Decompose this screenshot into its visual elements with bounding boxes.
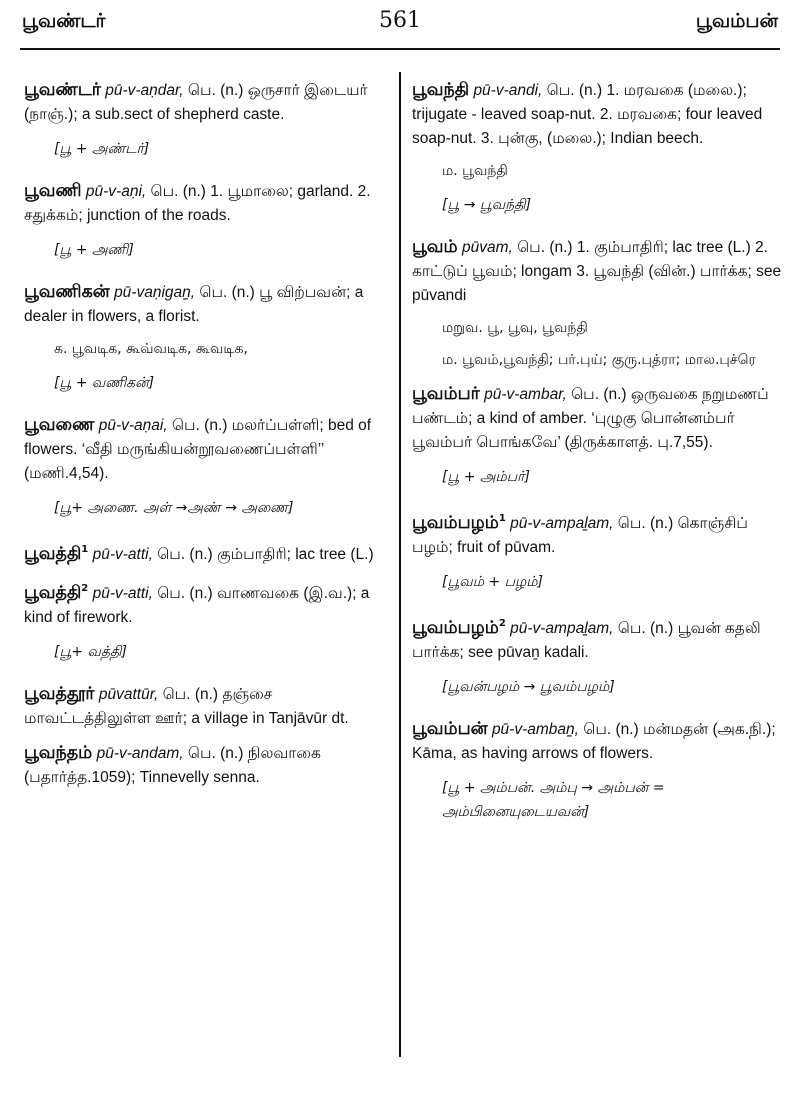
- part-of-speech: பெ. (n.): [512, 239, 577, 256]
- etymology: [பூவன்பழம் → பூவம்பழம்]: [442, 678, 615, 695]
- guide-word-right: பூவம்பன்: [695, 10, 778, 32]
- transliteration: pū-v-ampaḻam,: [510, 514, 614, 532]
- homograph-number: 2: [81, 582, 89, 594]
- part-of-speech: பெ. (n.): [195, 284, 260, 301]
- etymology: [பூ + வணிகன்]: [54, 375, 155, 391]
- part-of-speech: பெ. (n.): [152, 545, 217, 563]
- headword: பூவம்பழம்$^1$: [412, 512, 506, 533]
- entry-definition: [412, 235, 784, 308]
- etymology: [பூ + அம்பர்]: [442, 469, 530, 485]
- right-column: [412, 78, 784, 842]
- definition-text: ஒருவகை நறுமணப் பண்டம்; a kind of amber. ‘புழுகு பொன்னம்பர் பூவம்பர் பொங்கவே’ (திருக்காளத். பு.7,55).: [412, 386, 769, 451]
- definition-text: பூவன் கதலி பார்க்க; see pūvaṉ kadali.: [412, 619, 761, 661]
- etymology: [பூவம் + பழம்]: [442, 573, 544, 590]
- transliteration: pū-v-atti,: [92, 545, 153, 563]
- part-of-speech: பெ. (n.): [152, 584, 217, 602]
- left-column: [24, 78, 396, 800]
- entry-definition: [24, 538, 396, 567]
- etymology: [பூ + அணி]: [54, 242, 134, 258]
- part-of-speech: பெ. (n.): [146, 183, 211, 200]
- headword: பூவத்தி$^2$: [24, 582, 89, 603]
- transliteration: pū-v-andi,: [473, 82, 543, 99]
- homograph-number: 1: [81, 544, 89, 555]
- dictionary-entry: [412, 507, 784, 594]
- headword: பூவத்தூர்: [24, 683, 95, 704]
- definition-text: கும்பாதிரி; lac tree (L.): [216, 545, 374, 563]
- headword: பூவணை: [24, 415, 95, 435]
- transliteration: pūvattūr,: [98, 685, 159, 703]
- cognates-line: க. பூவடிக, கூவ்வடிக, கூவடிக,: [54, 341, 248, 357]
- etymology: [பூ + அண்டர்]: [54, 141, 150, 157]
- dictionary-entry: [412, 612, 784, 699]
- headword: பூவந்தம்: [24, 742, 93, 763]
- transliteration: pū-vaṇigaṉ,: [114, 284, 196, 301]
- page-number: 561: [379, 8, 421, 33]
- transliteration: pū-v-aṇdar,: [105, 82, 184, 99]
- definition-text: தஞ்சை மாவட்டத்திலுள்ள ஊர்; a village in Tanjāvūr dt.: [24, 685, 349, 727]
- cognates-line: மறுவ. பூ, பூவு, பூவந்தி: [442, 320, 588, 336]
- dictionary-entry: [412, 382, 784, 489]
- part-of-speech: பெ. (n.): [542, 82, 607, 99]
- transliteration: pū-v-atti,: [92, 584, 153, 602]
- dictionary-entry: [24, 280, 396, 395]
- dictionary-entry: [24, 577, 396, 664]
- entry-definition: [412, 507, 784, 560]
- entry-definition: [24, 78, 396, 127]
- dictionary-entry: [24, 538, 396, 567]
- etymology: [பூ+ வத்தி]: [54, 643, 127, 660]
- entry-definition: [412, 78, 784, 151]
- definition-text: கொஞ்சிப் பழம்; fruit of pūvam.: [412, 514, 748, 556]
- headword: பூவத்தி$^1$: [24, 543, 89, 564]
- definition-text: 1. மரவகை (மலை.); trijugate - leaved soap-nut. 2. மரவகை; four leaved soap-nut. 3. புன்கு, (மலை.); Indian beech.: [412, 82, 763, 147]
- entry-definition: [412, 612, 784, 665]
- running-head: [16, 4, 784, 44]
- entry-definition: [24, 179, 396, 228]
- headword: பூவம்பர்: [412, 384, 480, 404]
- headword: பூவணிகன்: [24, 282, 110, 302]
- etymology: [பூ+ அணை. அள் →அண் → அணை]: [54, 500, 294, 516]
- dictionary-entry: [412, 78, 784, 217]
- definition-text: ஒருசார் இடையர் (நாஞ்.); a sub.sect of shepherd caste.: [24, 82, 368, 123]
- homograph-number: 1: [498, 513, 506, 524]
- transliteration: pū-v-ambaṉ,: [491, 720, 579, 738]
- dictionary-entry: [24, 413, 396, 520]
- part-of-speech: பெ. (n.): [578, 720, 644, 738]
- part-of-speech: பெ. (n.): [613, 514, 678, 532]
- transliteration: pūvam,: [461, 239, 513, 256]
- definition-text: பூ விற்பவன்; a dealer in flowers, a florist.: [24, 284, 364, 325]
- etymology: [பூ → பூவந்தி]: [442, 197, 532, 213]
- dictionary-entry: [24, 682, 396, 731]
- transliteration: pū-v-ampaḻam,: [510, 619, 614, 637]
- cognates-line: ம. பூவம்,பூவந்தி; பர்.புய்; குரு.புத்ரா; மால.புச்ரெ: [442, 352, 756, 368]
- headword: பூவணி: [24, 181, 82, 201]
- definition-text: 1. கும்பாதிரி; lac tree (L.) 2. காட்டுப் பூவம்; longam 3. பூவந்தி (வின்.) பார்க்க; see pūvandi: [412, 239, 782, 304]
- definition-text: வாணவகை (இ.வ.); a kind of firework.: [24, 584, 370, 626]
- headword: பூவம்பன்: [412, 718, 488, 739]
- entry-definition: [412, 382, 784, 455]
- transliteration: pū-v-andam,: [96, 744, 184, 762]
- definition-text: மன்மதன் (அக.நி.); Kāma, as having arrows of flowers.: [412, 720, 776, 762]
- etymology: [பூ + அம்பன். அம்பு → அம்பன் = அம்பினையுடையவன்]: [442, 779, 665, 820]
- entry-definition: [412, 717, 784, 766]
- dictionary-entry: [24, 741, 396, 790]
- part-of-speech: பெ. (n.): [167, 417, 232, 434]
- headword: பூவம்பழம்$^2$: [412, 617, 506, 638]
- part-of-speech: பெ. (n.): [183, 744, 248, 762]
- dictionary-entry: [24, 78, 396, 161]
- headword: பூவம்: [412, 237, 458, 257]
- part-of-speech: பெ. (n.): [183, 82, 248, 99]
- part-of-speech: பெ. (n.): [613, 619, 678, 637]
- definition-text: மலர்ப்பள்ளி; bed of flowers. ‘வீதி மருங்கியன்றூவணைப்பள்ளி’’ (மணி.4,54).: [24, 417, 372, 482]
- definition-text: 1. பூமாலை; garland. 2. சதுக்கம்; junction of the roads.: [24, 183, 371, 224]
- entry-definition: [24, 413, 396, 486]
- guide-word-left: பூவண்டர்: [22, 10, 106, 32]
- dictionary-entry: [412, 717, 784, 824]
- entry-definition: [24, 577, 396, 630]
- entry-definition: [24, 682, 396, 731]
- entry-definition: [24, 741, 396, 790]
- definition-text: நிலவாகை (பதார்த்த.1059); Tinnevelly senna.: [24, 744, 321, 786]
- column-separator: [399, 72, 401, 1057]
- entry-definition: [24, 280, 396, 329]
- dictionary-entry: [24, 179, 396, 262]
- transliteration: pū-v-aṇai,: [98, 417, 168, 434]
- part-of-speech: பெ. (n.): [158, 685, 223, 703]
- cognates-line: ம. பூவந்தி: [442, 163, 508, 179]
- transliteration: pū-v-aṇi,: [85, 183, 147, 200]
- homograph-number: 2: [498, 617, 506, 629]
- dictionary-entry: [412, 235, 784, 372]
- part-of-speech: பெ. (n.): [566, 386, 631, 403]
- header-rule: [20, 48, 780, 50]
- transliteration: pū-v-ambar,: [484, 386, 567, 403]
- headword: பூவண்டர்: [24, 80, 101, 100]
- headword: பூவந்தி: [412, 80, 470, 100]
